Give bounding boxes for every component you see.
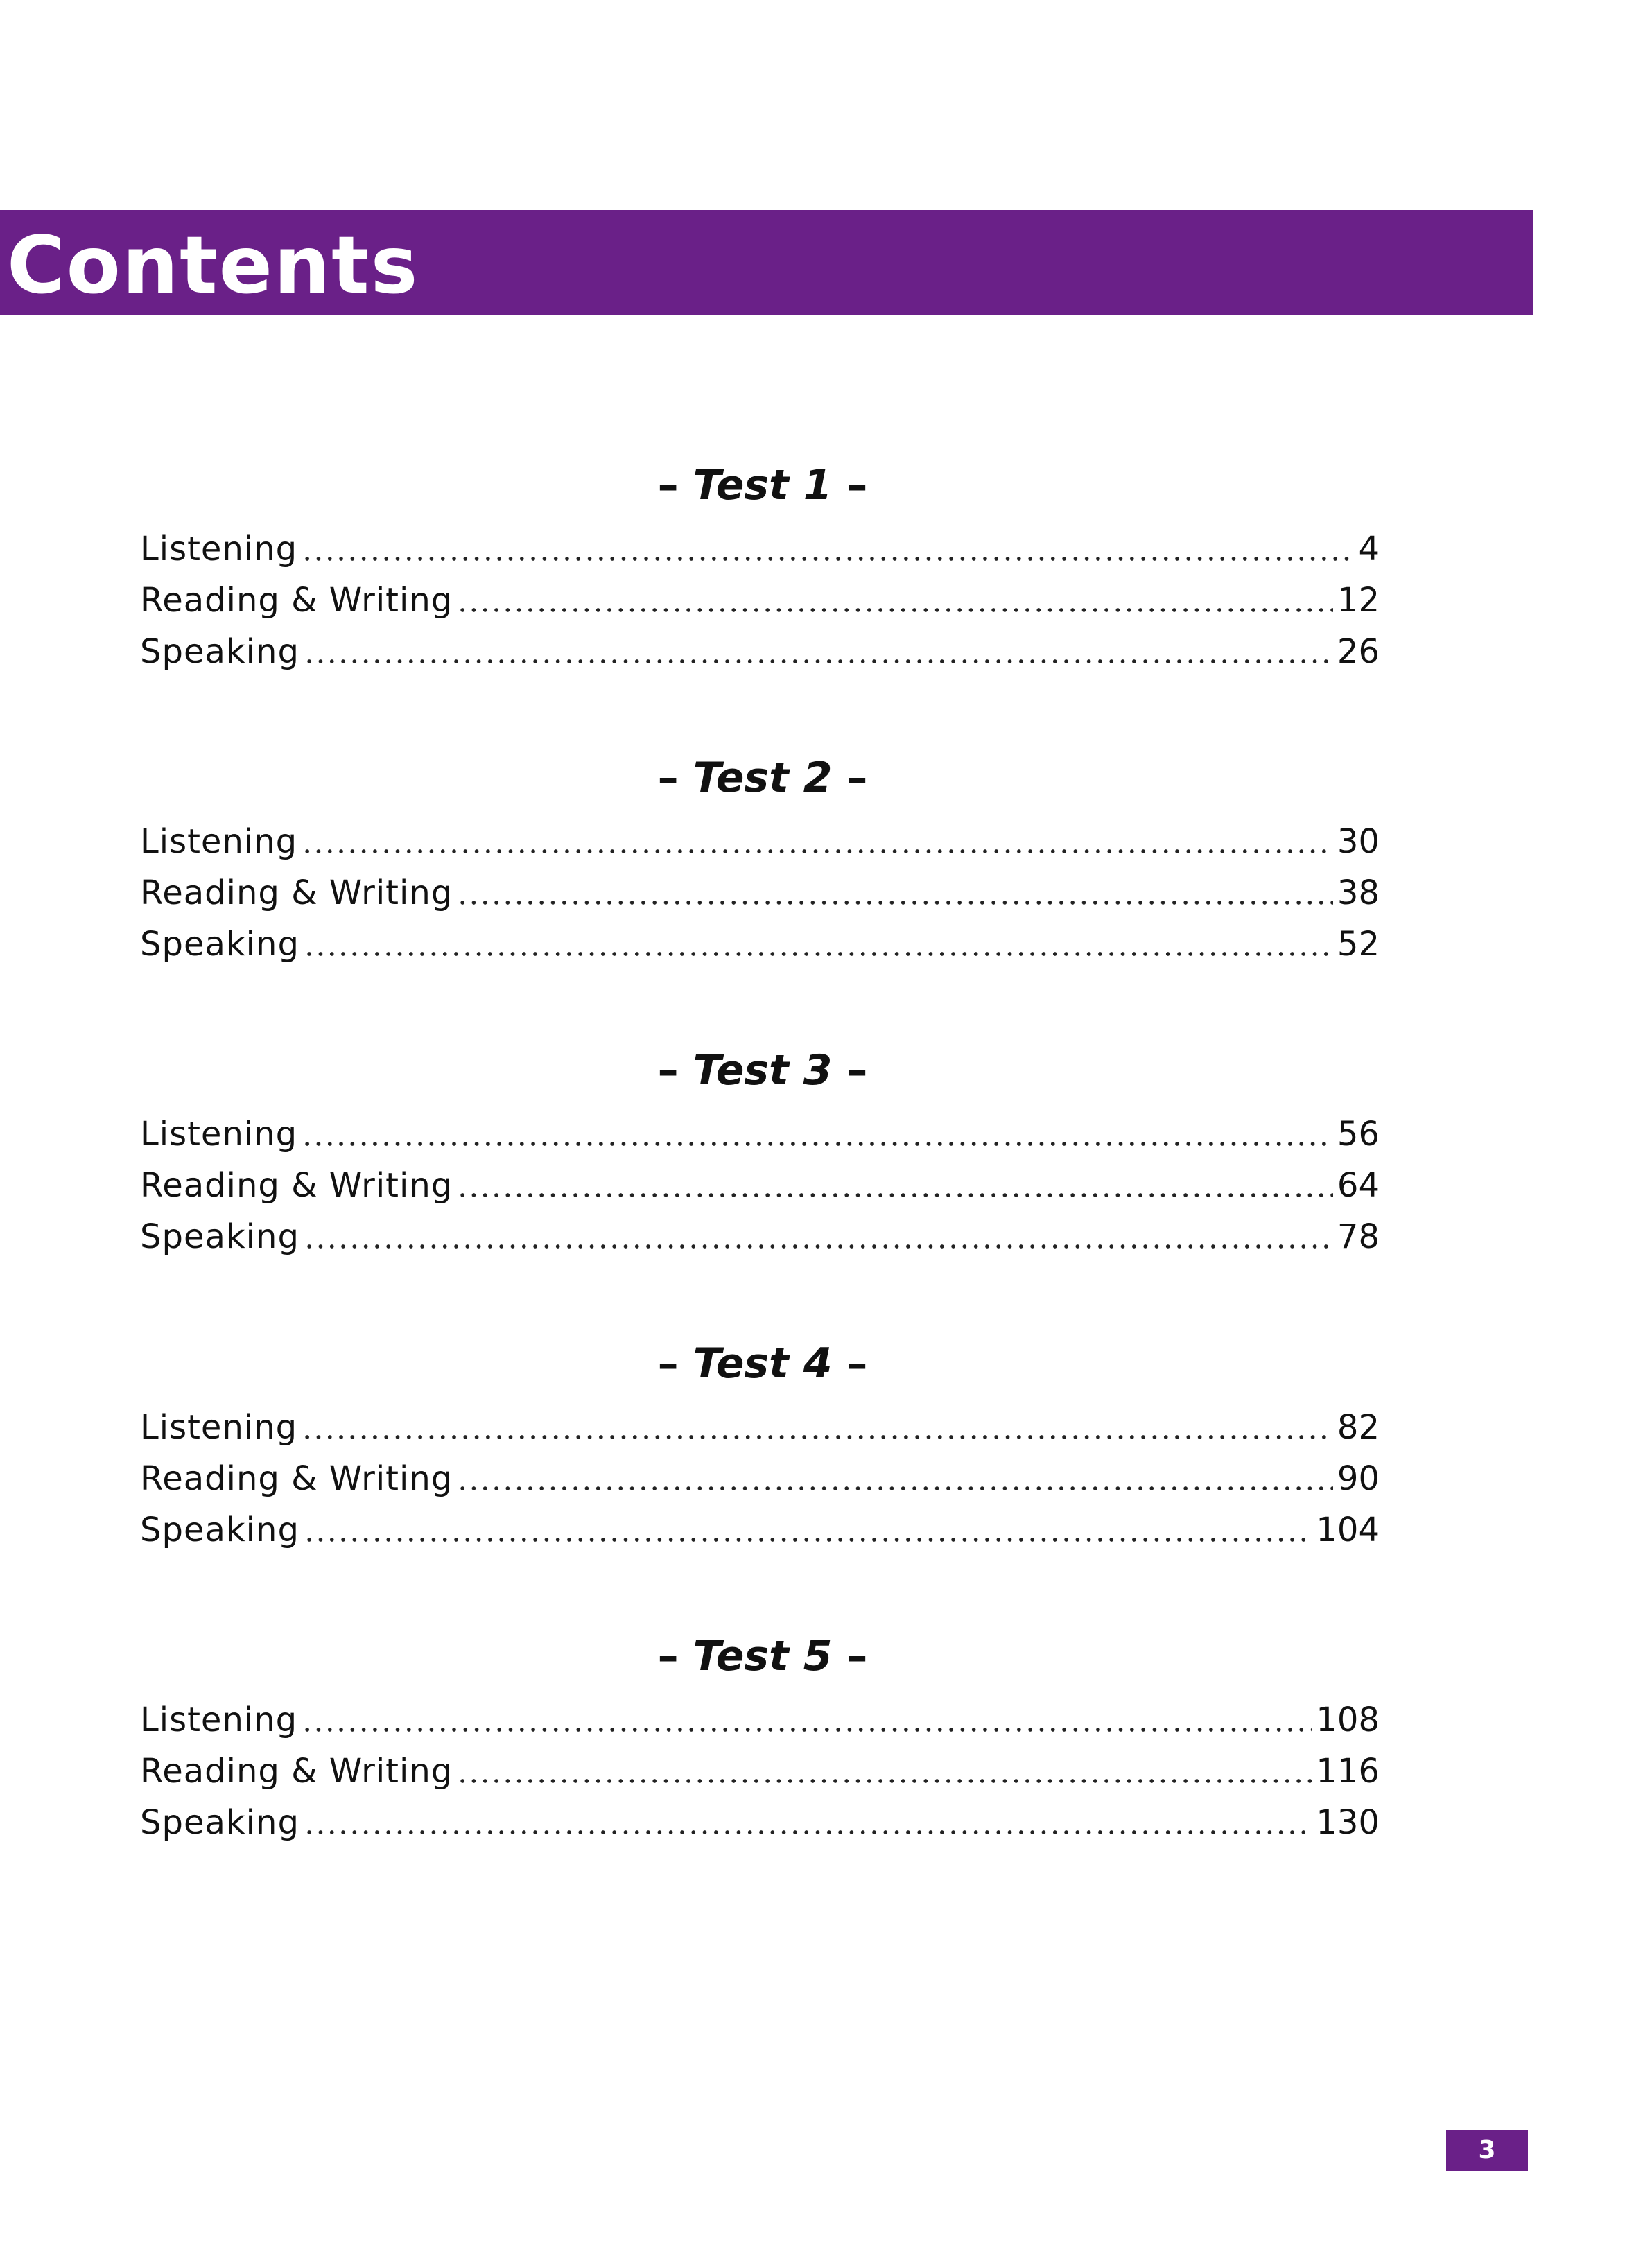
entry-label: Listening bbox=[140, 1115, 298, 1154]
entry-page-number: 130 bbox=[1316, 1803, 1380, 1842]
toc-entry-listening[interactable] bbox=[140, 1694, 1380, 1746]
entry-page-number: 108 bbox=[1316, 1701, 1380, 1739]
entry-page-number: 52 bbox=[1337, 925, 1380, 964]
toc-entry-speaking[interactable] bbox=[140, 1211, 1380, 1262]
toc-entries bbox=[140, 1109, 1380, 1262]
entry-label: Reading & Writing bbox=[140, 581, 453, 620]
entry-label: Speaking bbox=[140, 925, 299, 964]
section-heading-text: Test 1 bbox=[693, 461, 833, 510]
dot-leader bbox=[302, 849, 1333, 853]
dash-right: – bbox=[846, 754, 868, 802]
dash-left: – bbox=[657, 1339, 679, 1388]
entry-label: Listening bbox=[140, 1701, 298, 1739]
entry-label: Listening bbox=[140, 530, 298, 568]
section-heading bbox=[0, 747, 1525, 809]
toc-entry-speaking[interactable] bbox=[140, 1504, 1380, 1556]
dot-leader bbox=[457, 901, 1333, 905]
entry-label: Speaking bbox=[140, 1217, 299, 1256]
toc-entry-reading-writing[interactable] bbox=[140, 867, 1380, 919]
entry-page-number: 56 bbox=[1337, 1115, 1380, 1154]
entry-page-number: 64 bbox=[1337, 1166, 1380, 1205]
dash-left: – bbox=[657, 461, 679, 510]
page-title: Contents bbox=[7, 219, 419, 311]
toc-entry-speaking[interactable] bbox=[140, 1797, 1380, 1848]
toc-entry-listening[interactable] bbox=[140, 1402, 1380, 1453]
toc-entries bbox=[140, 523, 1380, 677]
entry-label: Reading & Writing bbox=[140, 1459, 453, 1498]
entry-label: Reading & Writing bbox=[140, 1166, 453, 1205]
entry-label: Speaking bbox=[140, 632, 299, 671]
dash-right: – bbox=[846, 1046, 868, 1095]
dot-leader bbox=[302, 1142, 1333, 1146]
entry-page-number: 116 bbox=[1316, 1752, 1380, 1791]
entry-label: Speaking bbox=[140, 1803, 299, 1842]
entry-page-number: 82 bbox=[1337, 1408, 1380, 1447]
dot-leader bbox=[457, 1486, 1333, 1490]
entry-label: Reading & Writing bbox=[140, 1752, 453, 1791]
toc-entry-reading-writing[interactable] bbox=[140, 1453, 1380, 1504]
entry-label: Speaking bbox=[140, 1511, 299, 1549]
toc-entry-reading-writing[interactable] bbox=[140, 1160, 1380, 1211]
section-heading bbox=[0, 1332, 1525, 1395]
dot-leader bbox=[304, 1830, 1312, 1834]
toc-entry-listening[interactable] bbox=[140, 523, 1380, 575]
entry-page-number: 104 bbox=[1316, 1511, 1380, 1549]
toc-entries bbox=[140, 816, 1380, 970]
dot-leader bbox=[302, 1435, 1333, 1439]
toc-entry-reading-writing[interactable] bbox=[140, 1746, 1380, 1797]
section-heading bbox=[0, 1625, 1525, 1687]
contents-banner bbox=[0, 210, 1533, 315]
dash-right: – bbox=[846, 1339, 868, 1388]
dot-leader bbox=[457, 608, 1333, 612]
dash-right: – bbox=[846, 1632, 868, 1680]
entry-label: Listening bbox=[140, 1408, 298, 1447]
dot-leader bbox=[304, 952, 1333, 956]
toc-entries bbox=[140, 1402, 1380, 1556]
dash-left: – bbox=[657, 754, 679, 802]
page-number-badge: 3 bbox=[1446, 2130, 1528, 2171]
section-heading-text: Test 3 bbox=[693, 1046, 833, 1095]
section-heading-text: Test 5 bbox=[693, 1632, 833, 1680]
toc-entry-listening[interactable] bbox=[140, 816, 1380, 867]
entry-page-number: 26 bbox=[1337, 632, 1380, 671]
entry-page-number: 78 bbox=[1337, 1217, 1380, 1256]
dot-leader bbox=[457, 1779, 1312, 1783]
toc-entries bbox=[140, 1694, 1380, 1848]
entry-page-number: 12 bbox=[1337, 581, 1380, 620]
dot-leader bbox=[457, 1193, 1333, 1197]
toc-entry-speaking[interactable] bbox=[140, 919, 1380, 970]
dash-right: – bbox=[846, 461, 868, 510]
section-heading bbox=[0, 1039, 1525, 1102]
entry-label: Reading & Writing bbox=[140, 874, 453, 912]
entry-page-number: 38 bbox=[1337, 874, 1380, 912]
toc-entry-speaking[interactable] bbox=[140, 626, 1380, 677]
entry-page-number: 90 bbox=[1337, 1459, 1380, 1498]
entry-label: Listening bbox=[140, 822, 298, 861]
entry-page-number: 30 bbox=[1337, 822, 1380, 861]
dot-leader bbox=[304, 1538, 1312, 1542]
section-heading bbox=[0, 454, 1525, 516]
dot-leader bbox=[304, 659, 1333, 663]
dot-leader bbox=[302, 557, 1354, 561]
toc-entry-reading-writing[interactable] bbox=[140, 575, 1380, 626]
section-heading-text: Test 4 bbox=[693, 1339, 833, 1388]
entry-page-number: 4 bbox=[1358, 530, 1380, 568]
toc-entry-listening[interactable] bbox=[140, 1109, 1380, 1160]
dot-leader bbox=[304, 1244, 1333, 1249]
dash-left: – bbox=[657, 1632, 679, 1680]
dot-leader bbox=[302, 1728, 1312, 1732]
dash-left: – bbox=[657, 1046, 679, 1095]
section-heading-text: Test 2 bbox=[693, 754, 833, 802]
